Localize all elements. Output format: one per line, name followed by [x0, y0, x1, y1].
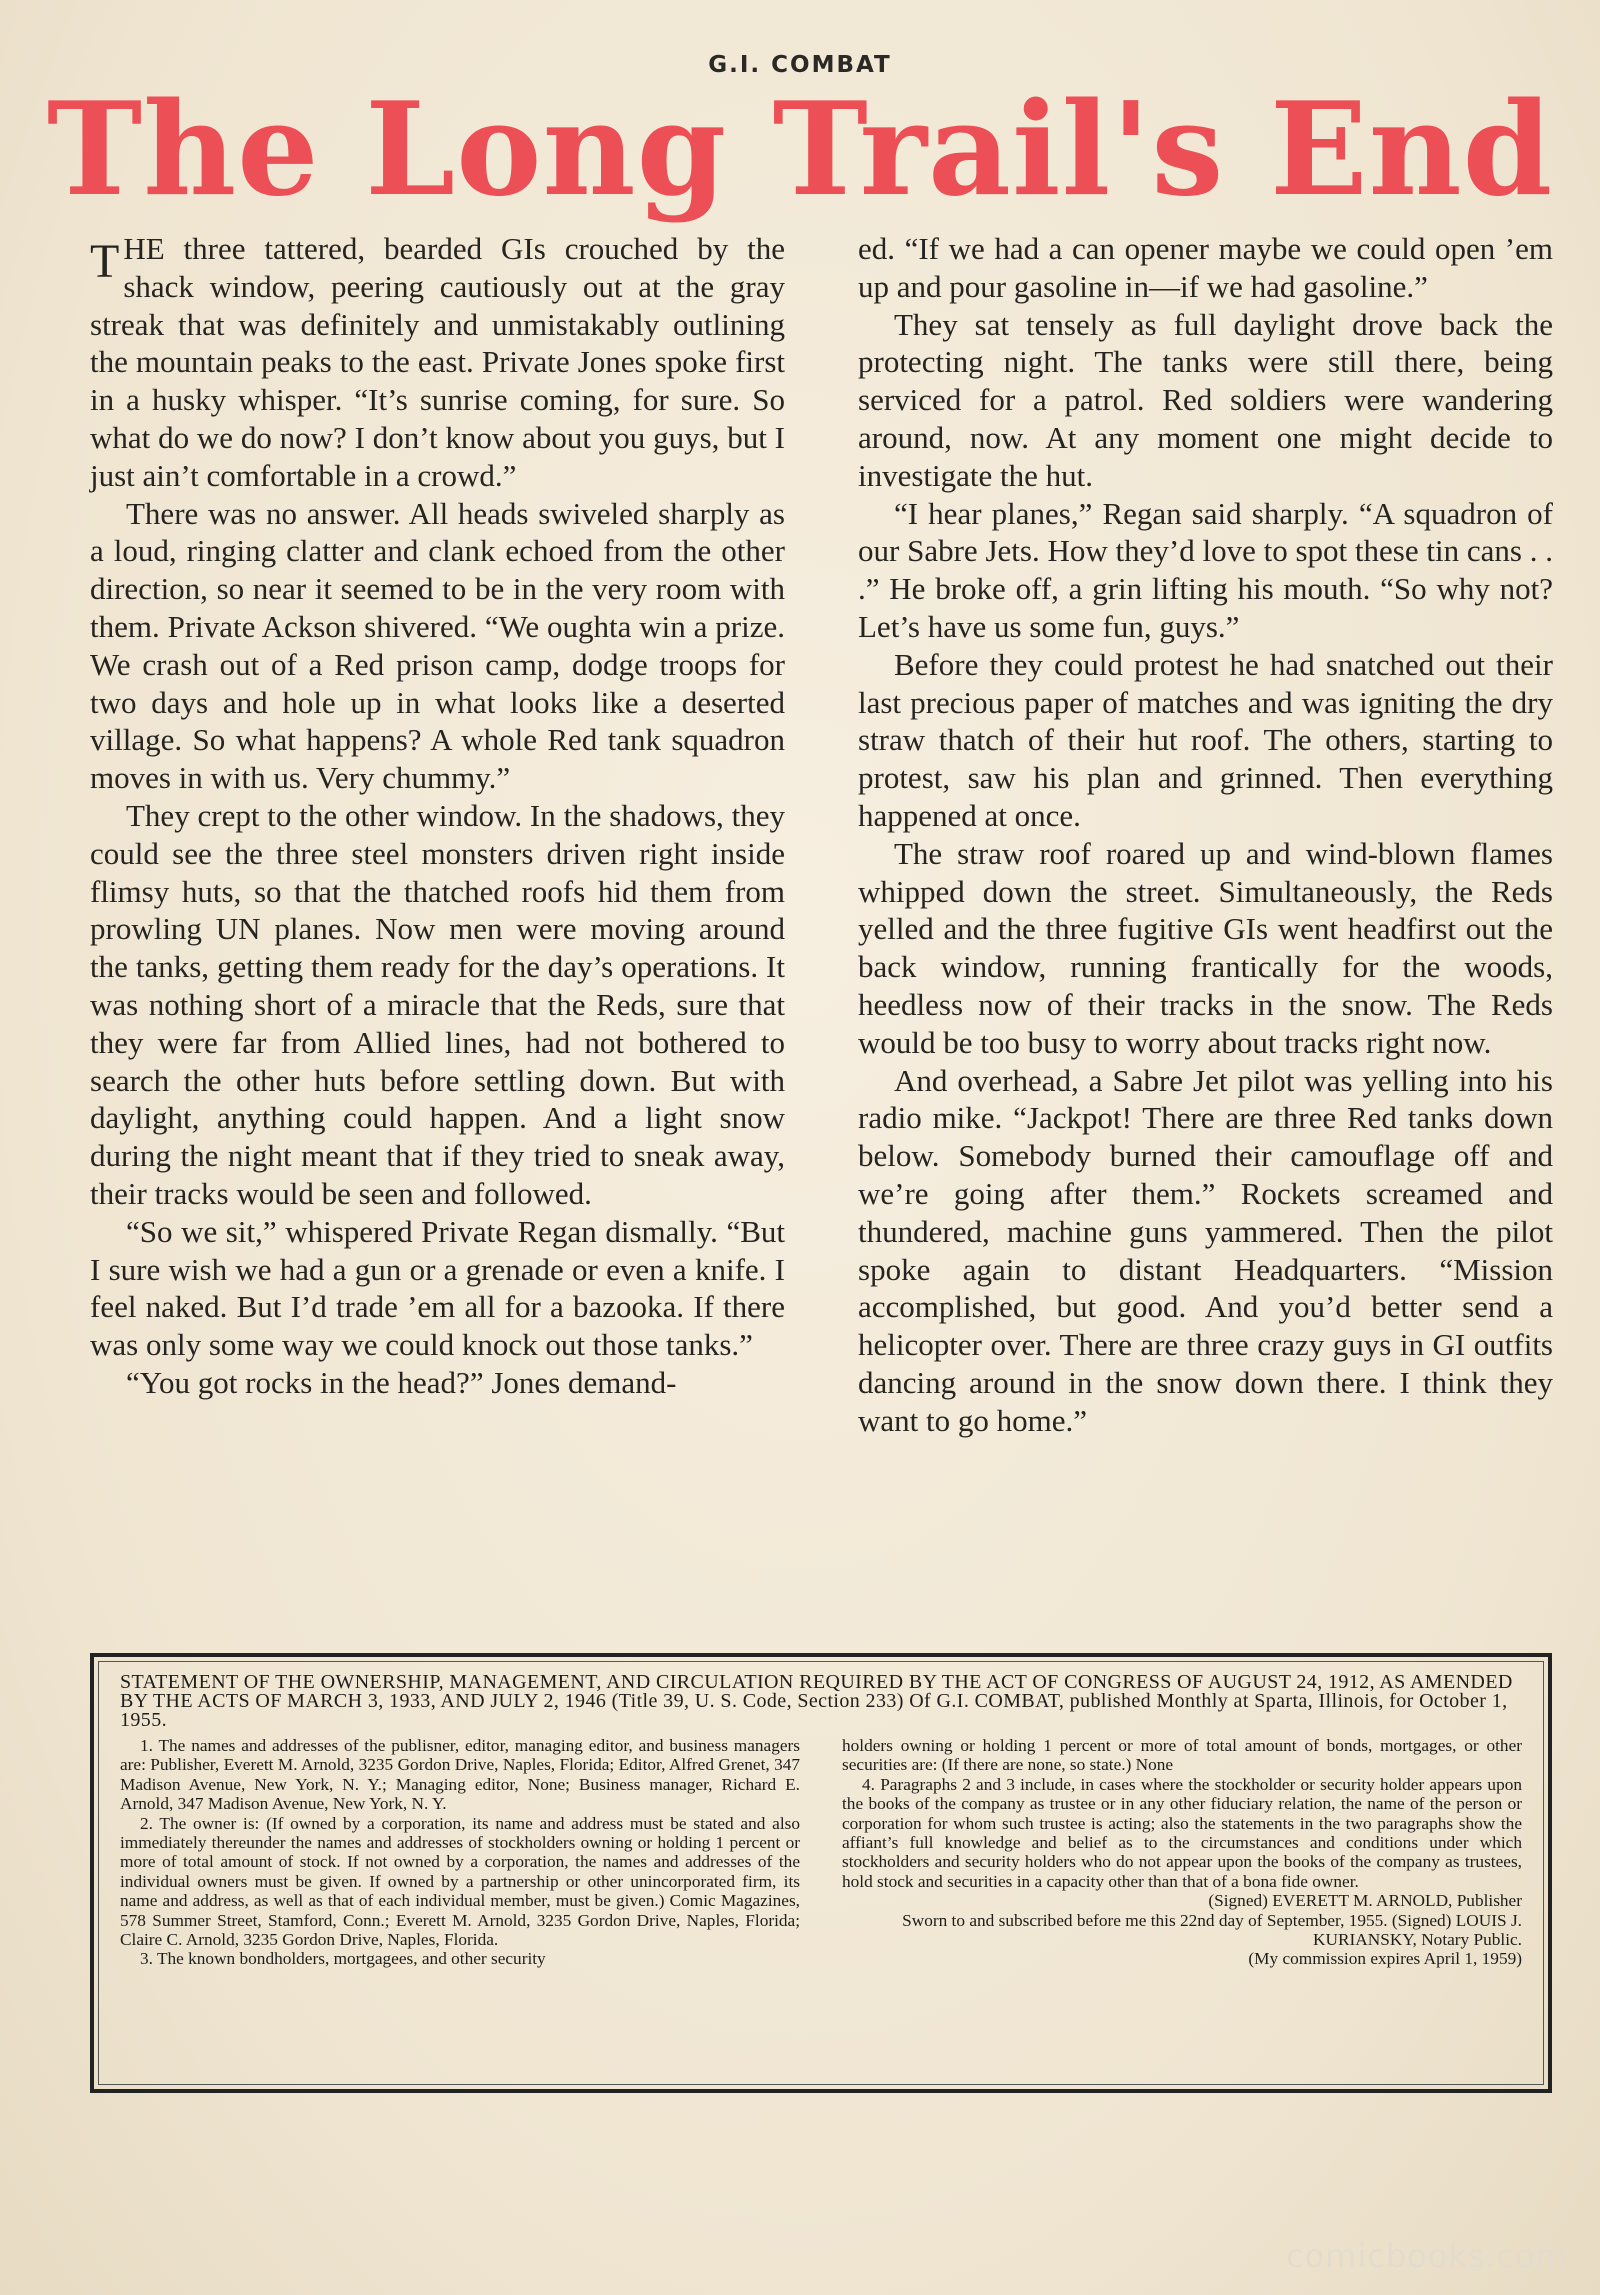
- story-paragraph: “I hear planes,” Regan said sharply. “A squadron of our Sabre Jets. How they’d love to spot these tin cans . . .” He broke off, a grin lifting his mouth. “So why not? Let’s have us some fun, guys.”: [858, 495, 1553, 644]
- statement-paragraph: 3. The known bondholders, mortgagees, and other security: [140, 1949, 546, 1969]
- commission-expiry: (My commission expires April 1, 1959): [1248, 1949, 1522, 1969]
- publisher-signature: (Signed) EVERETT M. ARNOLD, Publisher: [1208, 1891, 1522, 1911]
- story-column-right: [858, 230, 1553, 1440]
- notary-statement: Sworn to and subscribed before me this 22nd day of September, 1955. (Signed) LOUIS J. KURIANSKY, Notary Public.: [902, 1910, 1522, 1950]
- story-column-left: [90, 230, 785, 1402]
- story-paragraph: ed. “If we had a can opener maybe we could open ’em up and pour gasoline in—if we had gasoline.”: [858, 231, 1553, 304]
- story-paragraph: They crept to the other window. In the shadows, they could see the three steel monsters driven right inside flimsy huts, so that the thatched roofs hid them from prowling UN planes. Now men were moving around the tanks, getting them ready for the day’s operations. It was nothing short of a miracle that the Reds, sure that they were far from Allied lines, had not bothered to search the other huts before settling down. But with daylight, anything could happen. And a light snow during the night meant that if they tried to sneak away, their tracks would be seen and followed.: [90, 797, 785, 1211]
- statement-paragraph: 1. The names and addresses of the publisner, editor, managing editor, and business managers are: Publisher, Everett M. Arnold, 3235 Gordon Drive, Naples, Florida; Editor, Alfred Grenet, 347 Madison Avenue, New York, N. Y.; Managing editor, None; Business manager, Richard E. Arnold, 347 Madison Avenue, New York, N. Y.: [120, 1736, 800, 1814]
- story-paragraph: Before they could protest he had snatched out their last precious paper of matches and was igniting the dry straw thatch of their hut roof. The others, starting to protest, saw his plan and grinned. Then everything happened at once.: [858, 646, 1553, 833]
- story-paragraph: The straw roof roared up and wind-blown flames whipped down the street. Simultaneously, the Reds yelled and the three fugitive GIs went headfirst out the back window, running frantically for the woods, heedless now of their tracks in the snow. The Reds would be too busy to worry about tracks right now.: [858, 835, 1553, 1060]
- drop-cap: T: [90, 235, 120, 288]
- statement-column-right: [842, 1736, 1522, 1969]
- story-paragraph: And overhead, a Sabre Jet pilot was yelling into his radio mike. “Jackpot! There are three Red tanks down below. Somebody burned their camouflage off and we’re going after them.” Rockets screamed and thundered, machine guns yammered. Then the pilot spoke again to distant Headquarters. “Mission accomplished, but good. And you’d better send a helicopter over. There are three crazy guys in GI outfits dancing around in the snow down there. I think they want to go home.”: [858, 1062, 1553, 1438]
- story-paragraph: “You got rocks in the head?” Jones demand-: [126, 1364, 677, 1400]
- story-paragraph: There was no answer. All heads swiveled sharply as a loud, ringing clatter and clank echoed from the other direction, so near it seemed to be in the very room with them. Private Ackson shivered. “We oughta win a prize. We crash out of a Red prison camp, dodge troops for two days and hole up in what looks like a deserted village. So what happens? A whole Red tank squadron moves in with us. Very chummy.”: [90, 495, 785, 796]
- magazine-name: G.I. COMBAT: [708, 52, 892, 78]
- story-paragraph: THE three tattered, bearded GIs crouched by the shack window, peering cautiously out at the gray streak that was definitely and unmistakably outlining the mountain peaks to the east. Private Jones spoke first in a husky whisper. “It’s sunrise coming, for sure. So what do we do now? I don’t know about you guys, but I just ain’t comfortable in a crowd.”: [90, 231, 785, 493]
- statement-paragraph: 4. Paragraphs 2 and 3 include, in cases where the stockholder or security holder appears upon the books of the company as trustee or in any other fiduciary relation, the name of the person or corporation for whom such trustee is acting; also the statements in the two paragraphs show the affiant’s full knowledge and belief as to the circumstances and conditions under which stockholders and security holders who do not appear upon the books of the company as trustees, hold stock and securities in a capacity other than that of a bona fide owner.: [842, 1774, 1522, 1891]
- statement-paragraph: holders owning or holding 1 percent or more of total amount of bonds, mortgages, or other securities are: (If there are none, so state.) None: [842, 1736, 1522, 1775]
- statement-columns: [120, 1736, 1522, 1969]
- site-watermark: comicbooks.com: [1285, 2237, 1568, 2275]
- statement-paragraph: 2. The owner is: (If owned by a corporation, its name and address must be stated and also immediately thereunder the names and addresses of stockholders owning or holding 1 percent or more of total amount of stock. If not owned by a corporation, the names and addresses of the individual owners must be given. If owned by a partnership or other unincorporated firm, its name and address, as well as that of each individual member, must be given.) Comic Magazines, 578 Summer Street, Stamford, Conn.; Everett M. Arnold, 3235 Gordon Drive, Naples, Florida; Claire C. Arnold, 3235 Gordon Drive, Naples, Florida.: [120, 1813, 800, 1950]
- statement-column-left: [120, 1736, 800, 1969]
- story-paragraph: “So we sit,” whispered Private Regan dismally. “But I sure wish we had a gun or a grenade or even a knife. I feel naked. But I’d trade ’em all for a bazooka. If there was only some way we could knock out those tanks.”: [90, 1213, 785, 1363]
- ownership-statement: [90, 1653, 1552, 2093]
- statement-header: STATEMENT OF THE OWNERSHIP, MANAGEMENT, AND CIRCULATION REQUIRED BY THE ACT OF CONGRESS OF AUGUST 24, 1912, AS AMENDED BY THE ACTS OF MARCH 3, 1933, AND JULY 2, 1946 (Title 39, U. S. Code, Section 233) Of G.I. COMBAT, published Monthly at Sparta, Illinois, for October 1, 1955.: [120, 1671, 1513, 1731]
- story-title: The Long Trail's End: [46, 75, 1554, 225]
- story-paragraph: They sat tensely as full daylight drove back the protecting night. The tanks were still there, being serviced for a patrol. Red soldiers were wandering around, now. At any moment one might decide to investigate the hut.: [858, 306, 1553, 493]
